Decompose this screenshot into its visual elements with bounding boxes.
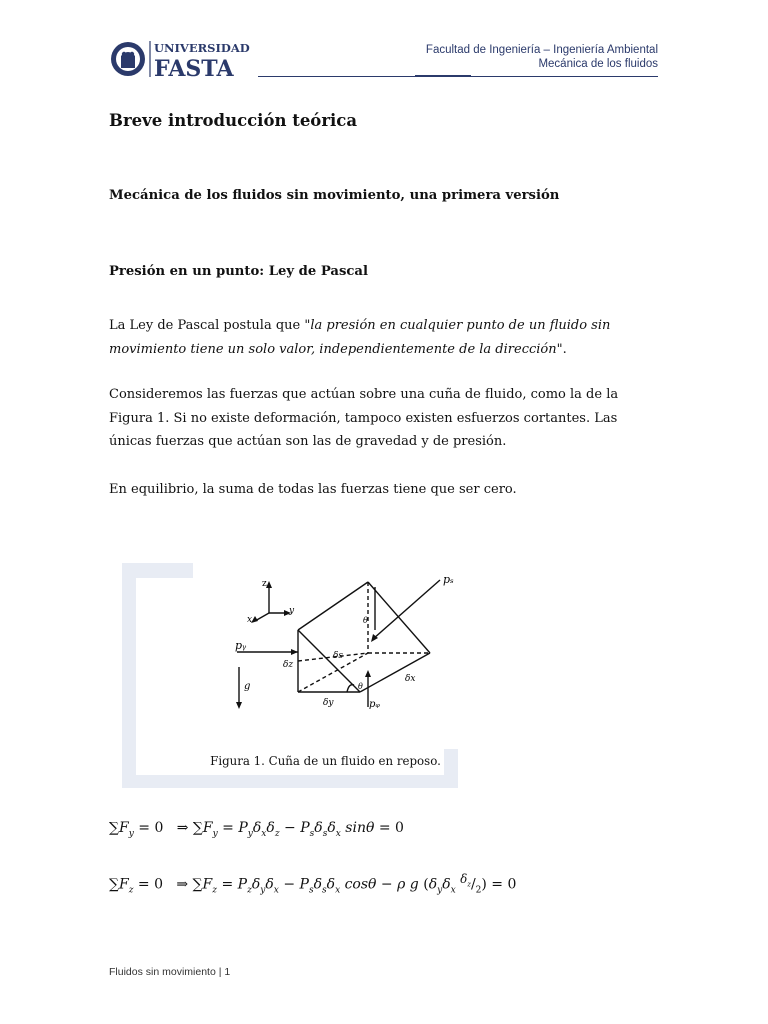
paragraph-pascal-law — [109, 314, 659, 361]
paragraph-equilibrium: En equilibrio, la suma de todas las fuerzas tiene que ser cero. — [109, 482, 517, 497]
axis-label-z: z — [262, 579, 267, 589]
header-course: Mecánica de los fluidos — [538, 58, 658, 70]
paragraph-wedge-forces: Consideremos las fuerzas que actúan sobre una cuña de fluido, como la de la Figura 1. Si no existe deformación, tampoco existen esfuerzos cortantes. Las únicas fuerzas que actúan son las de gravedad y de presión. — [109, 387, 619, 449]
equation-sum-fy: $\sum F_y = 0$ ⇒ $\sum F_y = P_y\delta_x\delta_z - P_s\delta_s\delta_x$ sinθ = 0 — [109, 820, 404, 839]
page-title: Breve introducción teórica — [109, 111, 358, 130]
header-rule-accent — [415, 75, 471, 77]
label-theta-bottom: θ — [358, 682, 363, 691]
label-ps: pₛ — [443, 573, 454, 586]
paragraph-text: . — [562, 341, 567, 357]
label-ds: δs — [333, 651, 344, 661]
pascal-quote: "la presión en cualquier punto de un fluido sin movimiento tiene un solo valor, independientemente de la dirección" — [109, 318, 611, 357]
university-logo — [110, 38, 250, 82]
header-faculty: Facultad de Ingeniería – Ingeniería Ambiental — [425, 44, 658, 56]
paragraph-text: La Ley de Pascal postula que — [109, 318, 305, 333]
label-dx: δx — [405, 674, 416, 684]
label-py: pᵧ — [235, 639, 247, 652]
logo-word-fasta: FASTA — [154, 56, 234, 82]
figure-caption: Figura 1. Cuña de un fluido en reposo. — [210, 754, 441, 768]
label-pz: pᵩ — [369, 699, 380, 710]
label-dz: δz — [283, 660, 294, 670]
section-heading: Presión en un punto: Ley de Pascal — [109, 264, 368, 279]
label-g: g — [244, 681, 251, 692]
label-theta-top: θ — [363, 616, 368, 625]
label-dy: δy — [323, 698, 334, 708]
section-subtitle: Mecánica de los fluidos sin movimiento, una primera versión — [109, 188, 560, 203]
axis-label-x: x — [247, 615, 253, 625]
logo-word-universidad: UNIVERSIDAD — [154, 41, 250, 55]
axis-label-y: y — [289, 606, 295, 616]
equation-sum-fz: $\sum F_z = 0$ ⇒ $\sum F_z = P_z\delta_y\delta_x - P_s\delta_s\delta_x$ cosθ − ρ g ($\delta_y\delta_x$ $^{\delta_z}/_2) = 0$ — [109, 872, 517, 896]
fluid-wedge-diagram — [225, 555, 525, 715]
page-footer: Fluidos sin movimiento | 1 — [109, 966, 231, 978]
